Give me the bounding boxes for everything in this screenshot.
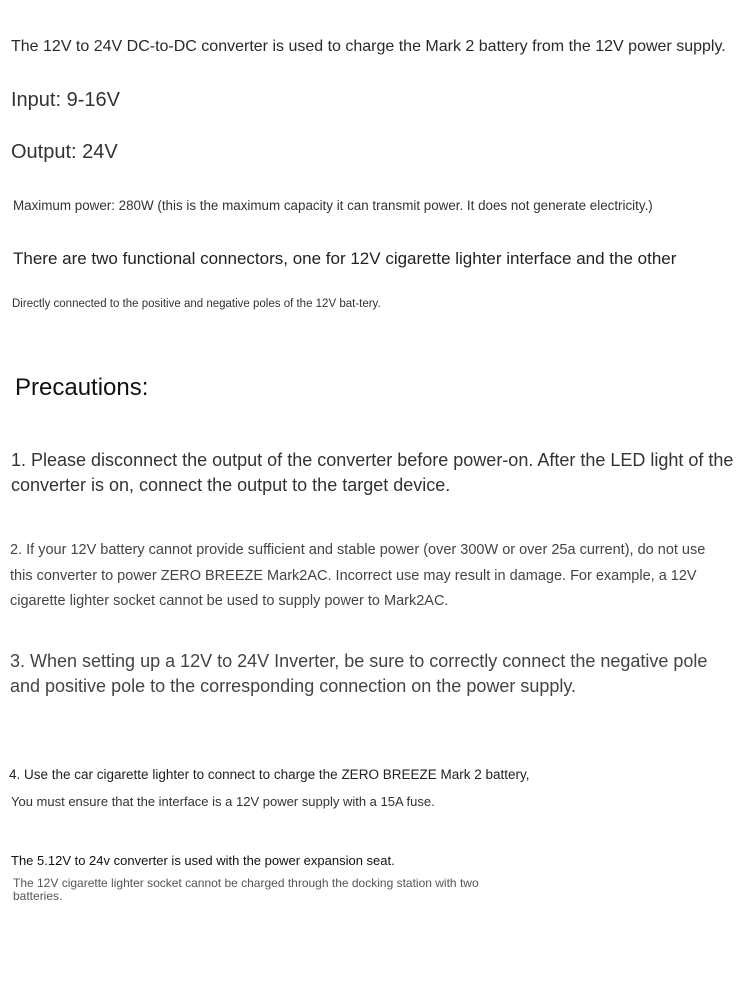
direct-connection-text: Directly connected to the positive and negative poles of the 12V bat-tery. — [12, 298, 381, 310]
precaution-item-4-line-1: 4. Use the car cigarette lighter to connect to charge the ZERO BREEZE Mark 2 battery, — [9, 767, 530, 782]
max-power-spec: Maximum power: 280W (this is the maximum capacity it can transmit power. It does not generate electricity.) — [13, 198, 653, 213]
output-spec: Output: 24V — [11, 141, 118, 163]
precaution-item-3: 3. When setting up a 12V to 24V Inverter, be sure to correctly connect the negative pole and positive pole to the corresponding connection on the power supply. — [10, 651, 708, 696]
precaution-item-1: 1. Please disconnect the output of the converter before power-on. After the LED light of the converter is on, connect the output to the target device. — [11, 450, 734, 495]
precautions-title: Precautions: — [15, 374, 149, 401]
intro-text: The 12V to 24V DC-to-DC converter is used to charge the Mark 2 battery from the 12V power supply. — [11, 38, 726, 55]
precaution-item-5-line-1: The 5.12V to 24v converter is used with the power expansion seat. — [11, 853, 395, 868]
input-spec: Input: 9-16V — [11, 89, 120, 111]
precaution-item-4-line-2: You must ensure that the interface is a 12V power supply with a 15A fuse. — [11, 794, 435, 809]
connectors-text: There are two functional connectors, one for 12V cigarette lighter interface and the other — [13, 249, 677, 268]
precaution-item-5-line-2: The 12V cigarette lighter socket cannot be charged through the docking station with two batteries. — [13, 876, 479, 903]
precaution-item-2: 2. If your 12V battery cannot provide sufficient and stable power (over 300W or over 25a current), do not use this converter to power ZERO BREEZE Mark2AC. Incorrect use may result in damage. For example, a 12V cigarette lighter socket cannot be used to supply power to Mark2AC. — [10, 542, 706, 609]
